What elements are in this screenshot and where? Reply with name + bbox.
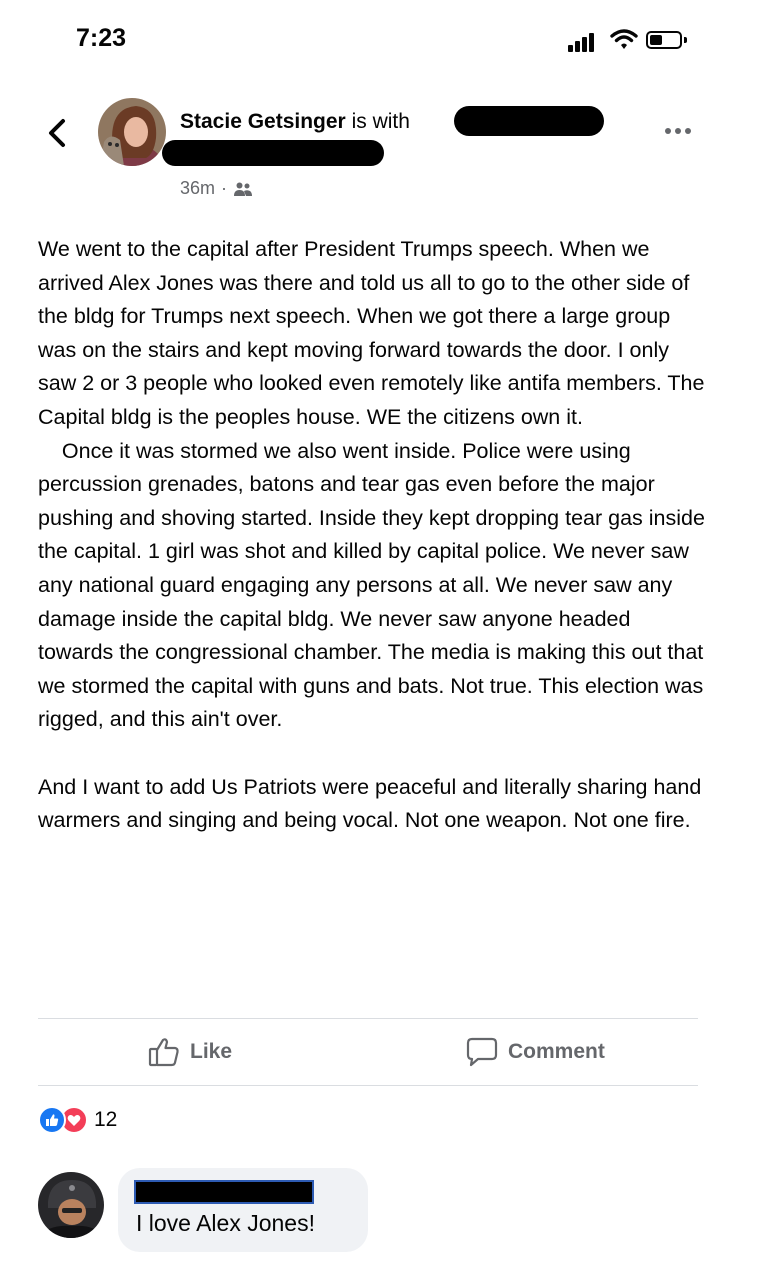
battery-tip [684, 37, 687, 43]
like-button[interactable] [148, 1037, 232, 1067]
status-time: 7:23 [76, 24, 127, 52]
divider [38, 1018, 698, 1019]
friends-icon [233, 181, 253, 197]
meta-separator: · [221, 178, 228, 198]
thumbs-up-icon [148, 1037, 180, 1067]
like-reaction-icon [38, 1106, 66, 1134]
redaction-bar [454, 106, 604, 136]
redacted-commenter-name [134, 1180, 314, 1204]
author-avatar[interactable] [98, 98, 166, 166]
comment-label: Comment [508, 1040, 605, 1063]
comment-icon [466, 1037, 498, 1067]
battery-icon [646, 31, 682, 49]
wifi-icon [610, 28, 638, 50]
post-author-line [180, 110, 410, 134]
with-text: is with [345, 110, 410, 133]
post-timestamp[interactable]: 36m [180, 178, 216, 198]
cellular-signal-icon [568, 32, 602, 52]
comment-button[interactable] [466, 1037, 605, 1067]
post-body-text: We went to the capital after President Trumps speech. When we arrived Alex Jones was there and told us all to go to the other side of the bldg for Trumps next speech. When we got there a large group was on the stairs and kept moving forward towards the door. I only saw 2 or 3 people who looked even remotely like antifa members. The Capital bldg is the peoples house. WE the citizens own it. Once it was stormed we also went inside. Police were using percussion grenades, batons and tear gas even before the major pushing and shoving started. Inside they kept dropping tear gas inside the capital. 1 girl was shot and killed by capital police. We never saw any national guard engaging any persons at all. We never saw any damage inside the capital bldg. We never saw anyone headed towards the congressional chamber. The media is making this out that we stormed the capital with guns and bats. Not true. This election was rigged, and this ain't over. And I want to add Us Patriots were peaceful and literally sharing hand warmers and singing and being vocal. Not one weapon. Not one fire. [38, 237, 705, 833]
divider [38, 1085, 698, 1086]
reaction-count: 12 [94, 1108, 118, 1131]
like-label: Like [190, 1040, 233, 1063]
author-name[interactable]: Stacie Getsinger [180, 110, 346, 133]
back-chevron-icon[interactable] [46, 118, 68, 148]
comment-text: I love Alex Jones! [136, 1210, 315, 1236]
more-options-icon[interactable] [664, 126, 692, 136]
commenter-avatar[interactable] [38, 1172, 104, 1238]
redaction-bar [162, 140, 384, 166]
post-meta [180, 178, 253, 199]
reaction-summary[interactable] [38, 1106, 117, 1134]
